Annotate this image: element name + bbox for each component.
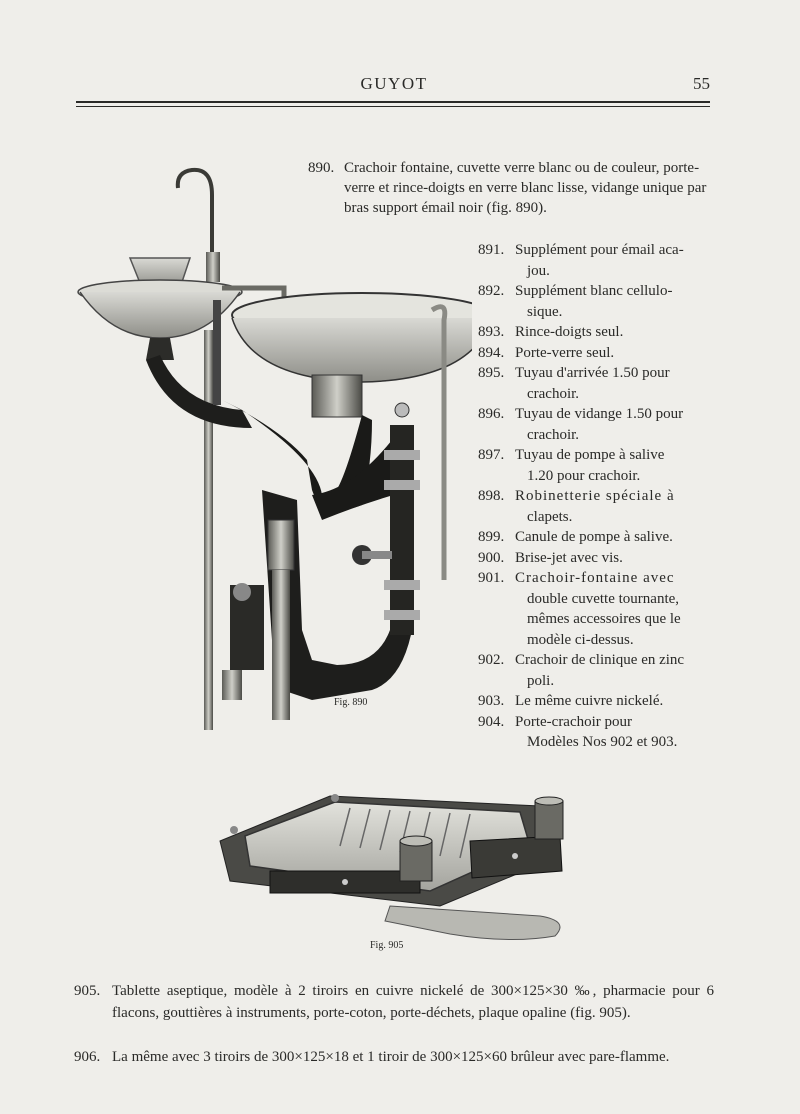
entry-905-number: 905. <box>74 983 101 999</box>
entry-890-number: 890. <box>308 160 335 176</box>
list-item: 901. Crachoir-fontaine avec double cuvette tournante, mêmes accessoires que le modèle ci-dessus. <box>478 570 681 648</box>
entry-905 <box>74 980 714 1024</box>
entry-906-number: 906. <box>74 1049 101 1065</box>
figure-905-aseptic-tray-illustration <box>210 786 580 946</box>
header-rule-thin <box>76 106 710 107</box>
page-number: 55 <box>693 74 710 93</box>
entry-list-891-904 <box>478 240 718 753</box>
list-item: 897. Tuyau de pompe à salive 1.20 pour crachoir. <box>478 447 665 484</box>
entry-890 <box>308 158 712 218</box>
list-item: 899. Canule de pompe à salive. <box>478 529 673 545</box>
figure-905-caption: Fig. 905 <box>370 940 404 951</box>
list-item: 903. Le même cuivre nickelé. <box>478 693 664 709</box>
entry-890-text: Crachoir fontaine, cuvette verre blanc ou de couleur, porte-verre et rince-doigts en verre blanc lisse, vidange unique par bras support émail noir (fig. 890). <box>344 160 707 216</box>
list-item: 898. Robinetterie spéciale à clapets. <box>478 488 675 525</box>
list-item: 900. Brise-jet avec vis. <box>478 549 623 566</box>
list-item: 891. Supplément pour émail aca- jou. <box>478 242 684 279</box>
list-item: 892. Supplément blanc cellulo- sique. <box>478 283 673 320</box>
list-item: 904. Porte-crachoir pour Modèles Nos 902 et 903. <box>478 713 678 750</box>
page-header <box>78 70 710 98</box>
entry-905-text: Tablette aseptique, modèle à 2 tiroirs en cuivre nickelé de 300×125×30 ‰, pharmacie pour 6 flacons, gouttières à instruments, porte-coton, porte-déchets, plaque opaline (fig. 905). <box>112 983 714 1021</box>
figure-890-spittoon-illustration <box>72 160 472 740</box>
list-item: 896. Tuyau de vidange 1.50 pour crachoir. <box>478 406 684 443</box>
running-title: GUYOT <box>360 74 428 93</box>
list-item: 894. Porte-verre seul. <box>478 344 615 361</box>
header-rule-thick <box>76 101 710 103</box>
list-item: 902. Crachoir de clinique en zinc poli. <box>478 652 685 689</box>
entry-906 <box>74 1046 714 1068</box>
figure-890-caption: Fig. 890 <box>334 697 368 708</box>
list-item: 895. Tuyau d'arrivée 1.50 pour crachoir. <box>478 365 670 402</box>
list-item: 893. Rince-doigts seul. <box>478 324 624 340</box>
entry-906-text: La même avec 3 tiroirs de 300×125×18 et 1 tiroir de 300×125×60 brûleur avec pare-flamme. <box>112 1049 670 1065</box>
